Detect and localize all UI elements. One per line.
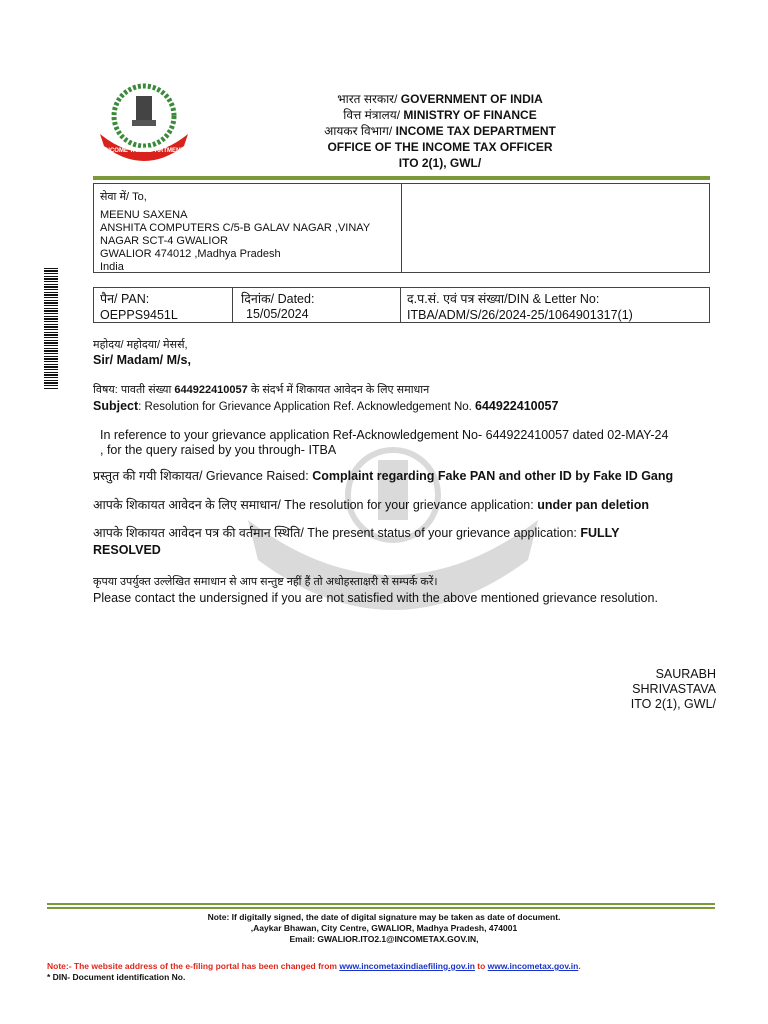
subject-hindi: विषय: पावती संख्या 644922410057 के संदर्भ में शिकायत आवेदन के लिए समाधान xyxy=(93,384,430,396)
date-value: 15/05/2024 xyxy=(246,307,309,321)
address-line: India xyxy=(100,261,124,273)
reference-table xyxy=(93,287,710,323)
svg-text:INCOME TAX DEPARTMENT: INCOME TAX DEPARTMENT xyxy=(103,148,185,154)
header-line-5: ITO 2(1), GWL/ xyxy=(398,156,482,170)
header-line-2: वित्त मंत्रालय/ MINISTRY OF FINANCE xyxy=(343,108,537,122)
din-footnote: * DIN- Document identification No. xyxy=(47,972,186,982)
salutation: Sir/ Madam/ M/s, xyxy=(93,353,191,367)
table-divider xyxy=(232,288,233,322)
status-line: आपके शिकायत आवेदन पत्र की वर्तमान स्थिति/ The present status of your grievance application: FULLY xyxy=(93,526,620,540)
footer-divider-top xyxy=(47,903,715,905)
old-portal-link[interactable]: www.incometaxindiaefiling.gov.in xyxy=(339,961,475,971)
footer-note: Note: If digitally signed, the date of digital signature may be taken as date of document. xyxy=(207,912,561,922)
header-divider xyxy=(93,176,710,180)
header-line-3: आयकर विभाग/ INCOME TAX DEPARTMENT xyxy=(324,124,556,138)
header-line-4: OFFICE OF THE INCOME TAX OFFICER xyxy=(327,140,553,154)
din-label: द.प.सं. एवं पत्र संख्या/DIN & Letter No: xyxy=(407,292,600,306)
din-value: ITBA/ADM/S/26/2024-25/1064901317(1) xyxy=(407,308,633,322)
address-line: ANSHITA COMPUTERS C/5-B GALAV NAGAR ,VINAY xyxy=(100,222,371,234)
address-line: NAGAR SCT-4 GWALIOR xyxy=(100,235,228,247)
header-block xyxy=(240,91,640,171)
signature-block xyxy=(600,667,716,712)
contact-hindi: कृपया उपर्युक्त उल्लेखित समाधान से आप सन्तुष्ट नहीं हैं तो अधोहस्ताक्षरी से सम्पर्क करें। xyxy=(93,576,438,588)
date-label: दिनांक/ Dated: xyxy=(241,292,315,306)
address-box xyxy=(93,183,710,273)
footer-email: Email: GWALIOR.ITO2.1@INCOMETAX.GOV.IN, xyxy=(289,934,479,944)
footer-divider-bottom xyxy=(47,907,715,909)
header-line-1: भारत सरकार/ GOVERNMENT OF INDIA xyxy=(337,92,543,106)
reference-paragraph xyxy=(100,428,720,458)
contact-line: Please contact the undersigned if you are not satisfied with the above mentioned grievance resolution. xyxy=(93,591,658,605)
footer-address: ,Aaykar Bhawan, City Centre, GWALIOR, Madhya Pradesh, 474001 xyxy=(250,923,518,933)
to-label: सेवा में/ To, xyxy=(100,191,147,203)
portal-change-note: Note:- The website address of the e-filing portal has been changed from www.incometaxindiaefiling.gov.in to www.incometax.gov.in. xyxy=(47,961,581,971)
pan-label: पैन/ PAN: xyxy=(100,292,150,306)
signatory-office: ITO 2(1), GWL/ xyxy=(630,697,716,711)
signatory-name: SAURABH xyxy=(655,667,716,681)
new-portal-link[interactable]: www.incometax.gov.in xyxy=(487,961,579,971)
reference-line: In reference to your grievance application Ref-Acknowledgement No- 644922410057 dated 02-MAY-24 xyxy=(100,428,669,442)
table-divider xyxy=(400,288,401,322)
address-line: MEENU SAXENA xyxy=(100,209,188,221)
recipient-address xyxy=(100,209,400,274)
reference-line: , for the query raised by you through- ITBA xyxy=(100,443,337,457)
resolution-line: आपके शिकायत आवेदन के लिए समाधान/ The resolution for your grievance application: under pan deletion xyxy=(93,498,650,512)
grievance-raised: प्रस्तुत की गयी शिकायत/ Grievance Raised: Complaint regarding Fake PAN and other ID by Fake ID Gang xyxy=(93,469,674,483)
signatory-surname: SHRIVASTAVA xyxy=(632,682,716,696)
address-line: GWALIOR 474012 ,Madhya Pradesh xyxy=(100,248,281,260)
salutation-hindi: महोदय/ महोदया/ मेसर्स, xyxy=(93,339,188,351)
status-value: RESOLVED xyxy=(93,543,161,557)
income-tax-logo xyxy=(96,80,192,162)
address-box-divider xyxy=(401,184,402,272)
barcode xyxy=(44,268,58,390)
subject-line: Subject: Resolution for Grievance Application Ref. Acknowledgement No. 644922410057 xyxy=(93,399,559,413)
pan-value: OEPPS9451L xyxy=(100,308,178,322)
